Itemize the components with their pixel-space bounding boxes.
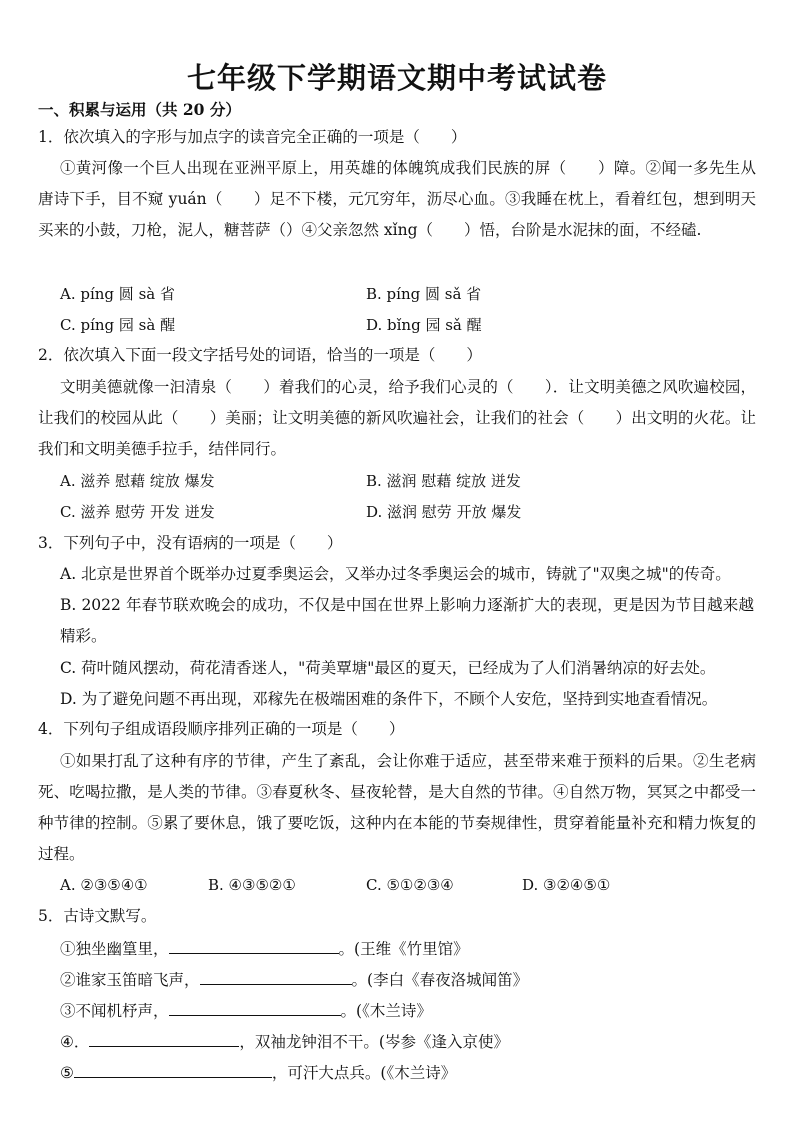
- poem-line-5-prefix: ⑤: [60, 1064, 74, 1082]
- poem-blank-2[interactable]: [200, 966, 352, 985]
- page-title: 七年级下学期语文期中考试试卷: [186, 61, 607, 95]
- poem-line-4-source: ，双袖龙钟泪不干。(岑参《逢入京使》: [239, 1033, 509, 1051]
- question-4-option-d: D. ③②④⑤①: [522, 876, 611, 894]
- question-4-option-b: B. ④③⑤②①: [208, 876, 296, 894]
- poem-blank-4[interactable]: [89, 1028, 239, 1047]
- question-3-option-a: A. 北京是世界首个既举办过夏季奥运会，又举办过冬季奥运会的城市，铸就了"双奥之城"的传奇。: [60, 565, 731, 583]
- poem-line-5: [60, 1059, 456, 1085]
- poem-line-2-source: 。(李白《春夜洛城闻笛》: [351, 971, 529, 989]
- question-4-option-c: C. ⑤①②③④: [366, 876, 454, 894]
- poem-line-1-prefix: ①独坐幽篁里，: [60, 940, 169, 958]
- question-5-stem: 5．古诗文默写。: [38, 907, 157, 925]
- question-1-option-b: B. píng 圆 sǎ 省: [366, 285, 482, 303]
- poem-line-3: [60, 997, 432, 1023]
- poem-line-5-source: ，可汗大点兵。(《木兰诗》: [271, 1064, 457, 1082]
- poem-line-1-source: 。(王维《竹里馆》: [338, 940, 469, 958]
- question-1-stem: 1．依次填入的字形与加点字的读音完全正确的一项是（ ）: [38, 128, 467, 146]
- question-2-option-a: A. 滋养 慰藉 绽放 爆发: [60, 472, 215, 490]
- question-2-passage: 文明美德就像一汩清泉（ ）着我们的心灵，给予我们心灵的（ ）．让文明美德之风吹遍校园，让我们的校园从此（ ）美丽；让文明美德的新风吹遍社会，让我们的社会（ ）出文明的火花。让我们和文明美德手拉手，结伴同行。: [38, 378, 756, 458]
- question-1-option-c: C. píng 园 sà 醒: [60, 316, 176, 334]
- question-2-option-c: C. 滋养 慰劳 开发 迸发: [60, 503, 215, 521]
- poem-blank-1[interactable]: [169, 935, 339, 954]
- question-4-option-a: A. ②③⑤④①: [60, 876, 148, 894]
- question-2-option-d: D. 滋润 慰劳 开放 爆发: [366, 503, 522, 521]
- poem-line-2-prefix: ②谁家玉笛暗飞声，: [60, 971, 200, 989]
- question-3-option-d: D. 为了避免问题不再出现，邓稼先在极端困难的条件下，不顾个人安危，坚持到实地查看情况。: [60, 690, 718, 708]
- question-1-option-d: D. bǐng 园 sǎ 醒: [366, 316, 482, 334]
- poem-line-3-source: 。(《木兰诗》: [340, 1002, 432, 1020]
- question-3-option-b: B. 2022 年春节联欢晚会的成功，不仅是中国在世界上影响力逐渐扩大的表现，更是因为节目越来越精彩。: [60, 596, 754, 645]
- poem-blank-3[interactable]: [169, 997, 341, 1016]
- question-3-stem: 3．下列句子中，没有语病的一项是（ ）: [38, 534, 343, 552]
- question-4-passage: ①如果打乱了这种有序的节律，产生了紊乱，会让你难于适应，甚至带来难于预料的后果。②生老病死、吃喝拉撒，是人类的节律。③春夏秋冬、昼夜轮替，是大自然的节律。④自然万物，冥冥之中都受一种节律的控制。⑤累了要休息，饿了要吃饭，这种内在本能的节奏规律性，贯穿着能量补充和精力恢复的过程。: [38, 752, 756, 863]
- poem-line-4-prefix: ④．: [60, 1033, 90, 1051]
- poem-line-4: [60, 1028, 509, 1054]
- question-2-option-b: B. 滋润 慰藉 绽放 迸发: [366, 472, 521, 490]
- question-2-stem: 2．依次填入下面一段文字括号处的词语，恰当的一项是（ ）: [38, 346, 482, 364]
- question-4-stem: 4．下列句子组成语段顺序排列正确的一项是（ ）: [38, 720, 405, 738]
- poem-line-2: [60, 966, 528, 992]
- poem-blank-5[interactable]: [74, 1059, 272, 1078]
- poem-line-3-prefix: ③不闻机杼声，: [60, 1002, 169, 1020]
- question-1-passage: ①黄河像一个巨人出现在亚洲平原上，用英雄的体魄筑成我们民族的屏（ ）障。②闻一多先生从唐诗下手，目不窥 yuán（ ）足不下楼，元冗穷年，沥尽心血。③我睡在枕上，看着红包，想到明天买来的小鼓，刀枪，泥人，糖菩萨（）④父亲忽然 xǐng（ ）悟，台阶是水泥抹的面，不经磕.: [38, 159, 756, 239]
- question-3-option-c: C. 荷叶随风摆动，荷花清香迷人，"荷美覃塘"最区的夏天，已经成为了人们消暑纳凉的好去处。: [60, 659, 716, 677]
- section-heading: 一、积累与运用（共 20 分）: [38, 100, 241, 119]
- poem-line-1: [60, 935, 469, 961]
- question-1-option-a: A. píng 圆 sà 省: [60, 285, 175, 303]
